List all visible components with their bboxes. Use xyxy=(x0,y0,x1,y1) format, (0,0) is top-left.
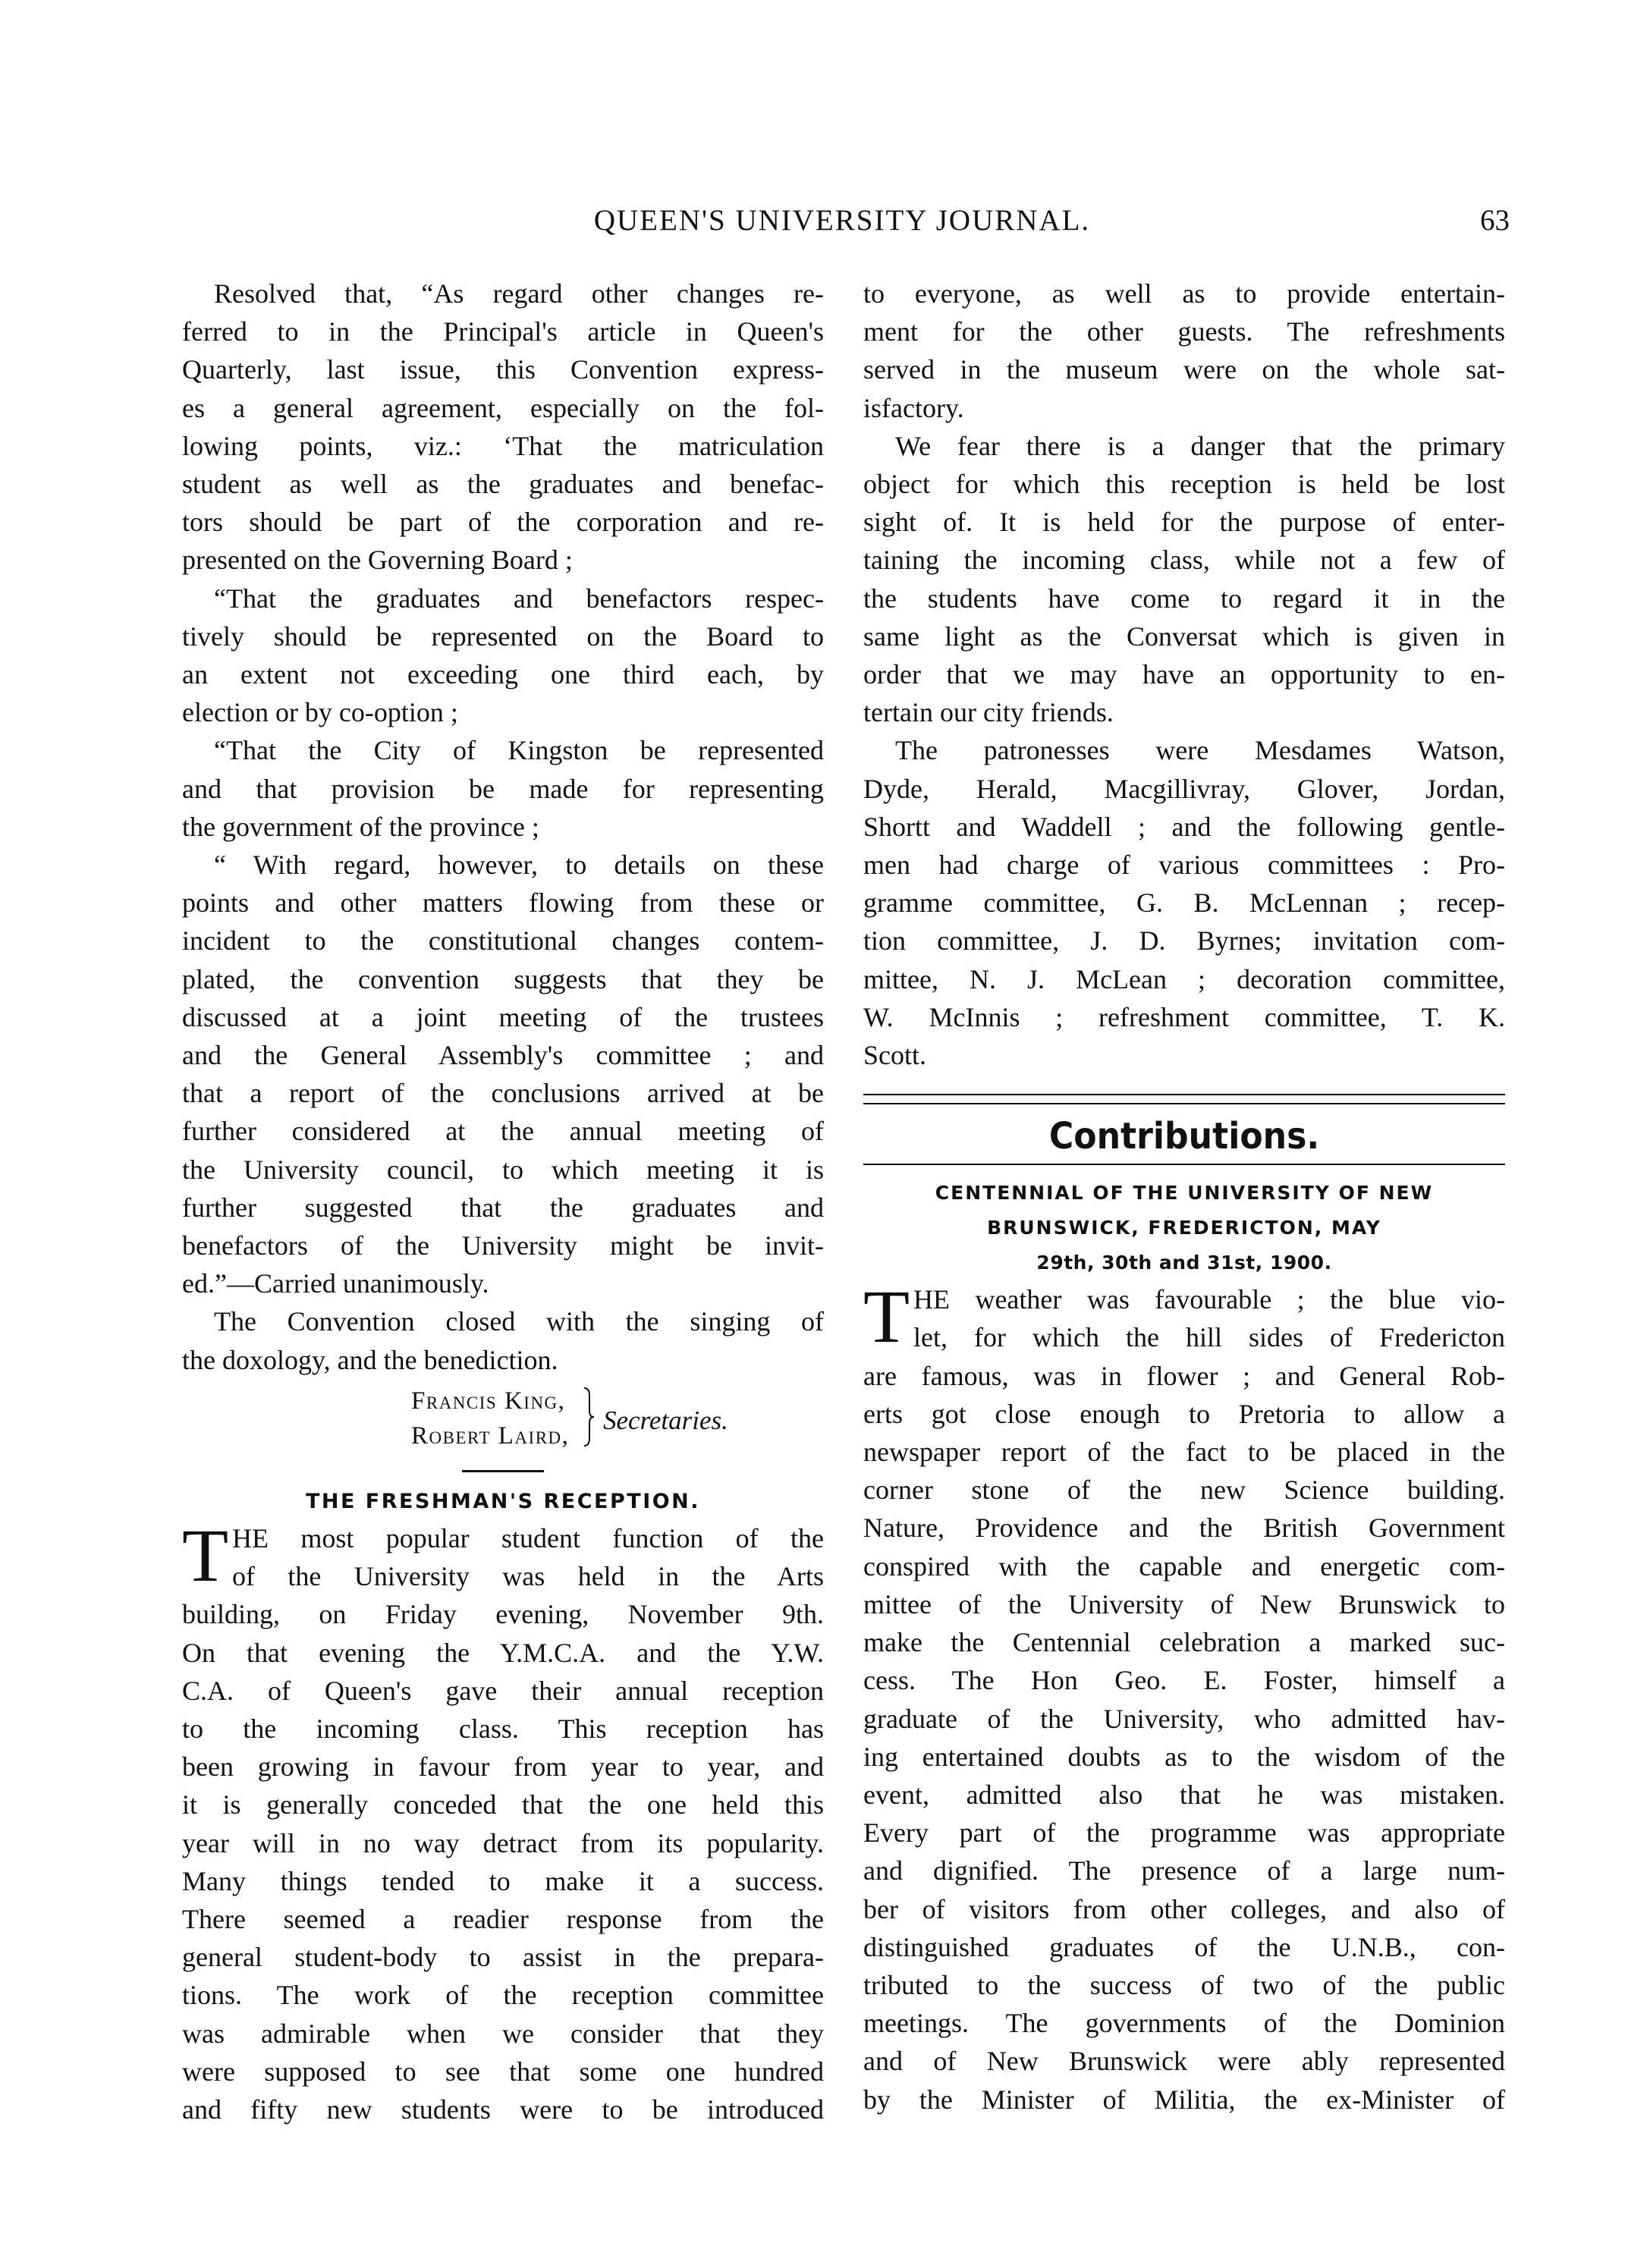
double-rule-divider xyxy=(863,1094,1505,1104)
text-line: plated, the convention suggests that they be xyxy=(182,963,824,994)
text-line: erts got close enough to Pretoria to allow a xyxy=(863,1398,1505,1429)
text-line: “ With regard, however, to details on these xyxy=(214,850,824,881)
text-line: that a report of the conclusions arrived at be xyxy=(182,1078,824,1109)
text-line: W. McInnis ; refreshment committee, T. K. xyxy=(863,1001,1505,1032)
reception-continuation-paragraph xyxy=(863,275,1505,427)
text-line: let, for which the hill sides of Fredericton xyxy=(913,1322,1505,1353)
contributions-heading: Contributions. xyxy=(1048,1115,1320,1158)
text-line: and fifty new students were to be introduced xyxy=(182,2094,824,2125)
text-line: object for which this reception is held be lost xyxy=(863,469,1505,500)
text-line: the students have come to regard it in the xyxy=(863,583,1505,614)
text-line: ed.”—Carried unanimously. xyxy=(182,1268,489,1299)
closing-paragraph xyxy=(182,1302,824,1378)
running-head xyxy=(174,203,1510,249)
text-line: HE weather was favourable ; the blue vio- xyxy=(913,1284,1505,1315)
text-line: mittee, N. J. McLean ; decoration committee, xyxy=(863,963,1505,994)
text-line: Shortt and Waddell ; and the following gentle- xyxy=(863,811,1505,842)
text-line: been growing in favour from year to year, and xyxy=(182,1751,824,1783)
text-line: On that evening the Y.M.C.A. and the Y.W. xyxy=(182,1637,824,1668)
journal-title: QUEEN'S UNIVERSITY JOURNAL. xyxy=(593,204,1091,237)
text-line: corner stone of the new Science building. xyxy=(863,1475,1505,1506)
text-line: to the incoming class. This reception has xyxy=(182,1713,824,1744)
text-line: same light as the Conversat which is given in xyxy=(863,620,1505,652)
text-line: ber of visitors from other colleges, and also of xyxy=(863,1893,1505,1924)
text-line: building, on Friday evening, November 9th. xyxy=(182,1599,824,1630)
right-brace-icon xyxy=(583,1387,595,1447)
text-line: tors should be part of the corporation and re- xyxy=(182,507,824,538)
reception-paragraph xyxy=(182,1513,824,2128)
secretary-names xyxy=(411,1384,569,1453)
text-line: of the University was held in the Arts xyxy=(232,1561,824,1592)
text-line: benefactors of the University might be invit- xyxy=(182,1230,824,1261)
drop-cap: T xyxy=(182,1513,229,1597)
text-line: further considered at the annual meeting of xyxy=(182,1116,824,1147)
centennial-paragraph xyxy=(863,1274,1505,2118)
text-line: the government of the province ; xyxy=(182,811,539,842)
text-line: Nature, Providence and the British Government xyxy=(863,1513,1505,1544)
text-line: tively should be represented on the Board to xyxy=(182,620,824,652)
text-line: ferred to in the Principal's article in Queen's xyxy=(182,316,824,347)
details-paragraph xyxy=(182,846,824,1302)
text-line: Quarterly, last issue, this Convention express- xyxy=(182,354,824,385)
reception-heading: THE FRESHMAN'S RECEPTION. xyxy=(305,1489,701,1513)
text-line: graduate of the University, who admitted hav- xyxy=(863,1703,1505,1734)
signature-block xyxy=(182,1384,824,1456)
text-line: were supposed to see that some one hundred xyxy=(182,2056,824,2087)
text-line: C.A. of Queen's gave their annual reception xyxy=(182,1675,824,1706)
text-line: “That the graduates and benefactors respec- xyxy=(214,583,824,614)
centennial-heading-line: CENTENNIAL OF THE UNIVERSITY OF NEW xyxy=(935,1182,1434,1205)
text-line: the University council, to which meeting it is xyxy=(182,1154,824,1185)
text-line: lowing points, viz.: ‘That the matriculation xyxy=(182,430,824,461)
left-column xyxy=(182,275,824,2128)
text-line: and of New Brunswick were ably represented xyxy=(863,2046,1505,2077)
secretaries-label: Secretaries. xyxy=(603,1405,728,1435)
heading-rule xyxy=(863,1164,1505,1165)
text-line: an extent not exceeding one third each, by xyxy=(182,659,824,690)
drop-cap: T xyxy=(863,1274,910,1359)
text-line: tributed to the success of two of the public xyxy=(863,1969,1505,2000)
text-line: “That the City of Kingston be represented xyxy=(214,735,824,766)
text-line: We fear there is a danger that the primary xyxy=(895,430,1505,461)
danger-paragraph xyxy=(863,427,1505,732)
patronesses-paragraph xyxy=(863,731,1505,1074)
text-line: HE most popular student function of the xyxy=(232,1522,824,1553)
text-line: tion committee, J. D. Byrnes; invitation com- xyxy=(863,925,1505,957)
right-column xyxy=(863,275,1505,2119)
text-line: presented on the Governing Board ; xyxy=(182,545,573,576)
text-line: event, admitted also that he was mistaken. xyxy=(863,1779,1505,1810)
text-line: student as well as the graduates and benefac- xyxy=(182,469,824,500)
text-line: incident to the constitutional changes contem- xyxy=(182,925,824,957)
kingston-paragraph xyxy=(182,731,824,846)
secretary-name: Robert Laird, xyxy=(411,1421,570,1450)
secretary-name: Francis King, xyxy=(411,1387,566,1415)
text-line: ment for the other guests. The refreshments xyxy=(863,316,1505,347)
text-line: tertain our city friends. xyxy=(863,697,1114,728)
text-line: taining the incoming class, while not a few of xyxy=(863,545,1505,576)
text-line: was admirable when we consider that they xyxy=(182,2018,824,2049)
text-line: and the General Assembly's committee ; and xyxy=(182,1040,824,1071)
centennial-heading-dates: 29th, 30th and 31st, 1900. xyxy=(1036,1252,1332,1274)
text-line: by the Minister of Militia, the ex-Minister of xyxy=(863,2084,1505,2115)
text-line: to everyone, as well as to provide entertain- xyxy=(863,278,1505,309)
text-line: gramme committee, G. B. McLennan ; recep- xyxy=(863,887,1505,919)
page-number: 63 xyxy=(1480,204,1510,237)
text-line: discussed at a joint meeting of the trustees xyxy=(182,1001,824,1032)
text-line: and dignified. The presence of a large num- xyxy=(863,1855,1505,1886)
centennial-heading-line: BRUNSWICK, FREDERICTON, MAY xyxy=(987,1217,1381,1239)
text-line: newspaper report of the fact to be placed in the xyxy=(863,1437,1505,1468)
text-line: and that provision be made for representing xyxy=(182,773,824,804)
text-line: The Convention closed with the singing of xyxy=(214,1306,824,1337)
text-line: mittee of the University of New Brunswick to xyxy=(863,1588,1505,1619)
text-line: the doxology, and the benediction. xyxy=(182,1344,558,1375)
text-line: Resolved that, “As regard other changes re- xyxy=(214,278,824,309)
text-line: served in the museum were on the whole sat- xyxy=(863,354,1505,385)
text-line: es a general agreement, especially on the fol- xyxy=(182,392,824,423)
text-line: tions. The work of the reception committee xyxy=(182,1980,824,2011)
text-line: it is generally conceded that the one held this xyxy=(182,1789,824,1820)
section-divider xyxy=(462,1470,544,1472)
centennial-article xyxy=(863,1274,1505,2118)
resolution-paragraph xyxy=(182,275,824,580)
text-line: points and other matters flowing from these or xyxy=(182,887,824,919)
text-line: Scott. xyxy=(863,1040,927,1071)
text-line: Every part of the programme was appropriate xyxy=(863,1817,1505,1849)
text-line: isfactory. xyxy=(863,392,964,423)
text-line: election or by co-option ; xyxy=(182,697,458,728)
graduates-paragraph xyxy=(182,580,824,732)
text-line: meetings. The governments of the Dominion xyxy=(863,2008,1505,2039)
text-line: There seemed a readier response from the xyxy=(182,1903,824,1934)
text-line: year will in no way detract from its popularity. xyxy=(182,1827,824,1858)
text-line: further suggested that the graduates and xyxy=(182,1192,824,1223)
text-line: cess. The Hon Geo. E. Foster, himself a xyxy=(863,1665,1505,1696)
reception-article xyxy=(182,1513,824,2128)
text-line: distinguished graduates of the U.N.B., con- xyxy=(863,1931,1505,1962)
text-line: Dyde, Herald, Macgillivray, Glover, Jordan, xyxy=(863,773,1505,804)
text-line: sight of. It is held for the purpose of enter- xyxy=(863,507,1505,538)
text-line: ing entertained doubts as to the wisdom of the xyxy=(863,1741,1505,1772)
text-line: The patronesses were Mesdames Watson, xyxy=(895,735,1505,766)
text-line: men had charge of various committees : Pro- xyxy=(863,850,1505,881)
text-line: are famous, was in flower ; and General Rob- xyxy=(863,1360,1505,1391)
text-line: general student-body to assist in the prepara- xyxy=(182,1942,824,1973)
text-line: make the Centennial celebration a marked suc- xyxy=(863,1627,1505,1658)
text-line: conspired with the capable and energetic com- xyxy=(863,1550,1505,1582)
text-line: Many things tended to make it a success. xyxy=(182,1865,824,1896)
text-line: order that we may have an opportunity to en- xyxy=(863,659,1505,690)
